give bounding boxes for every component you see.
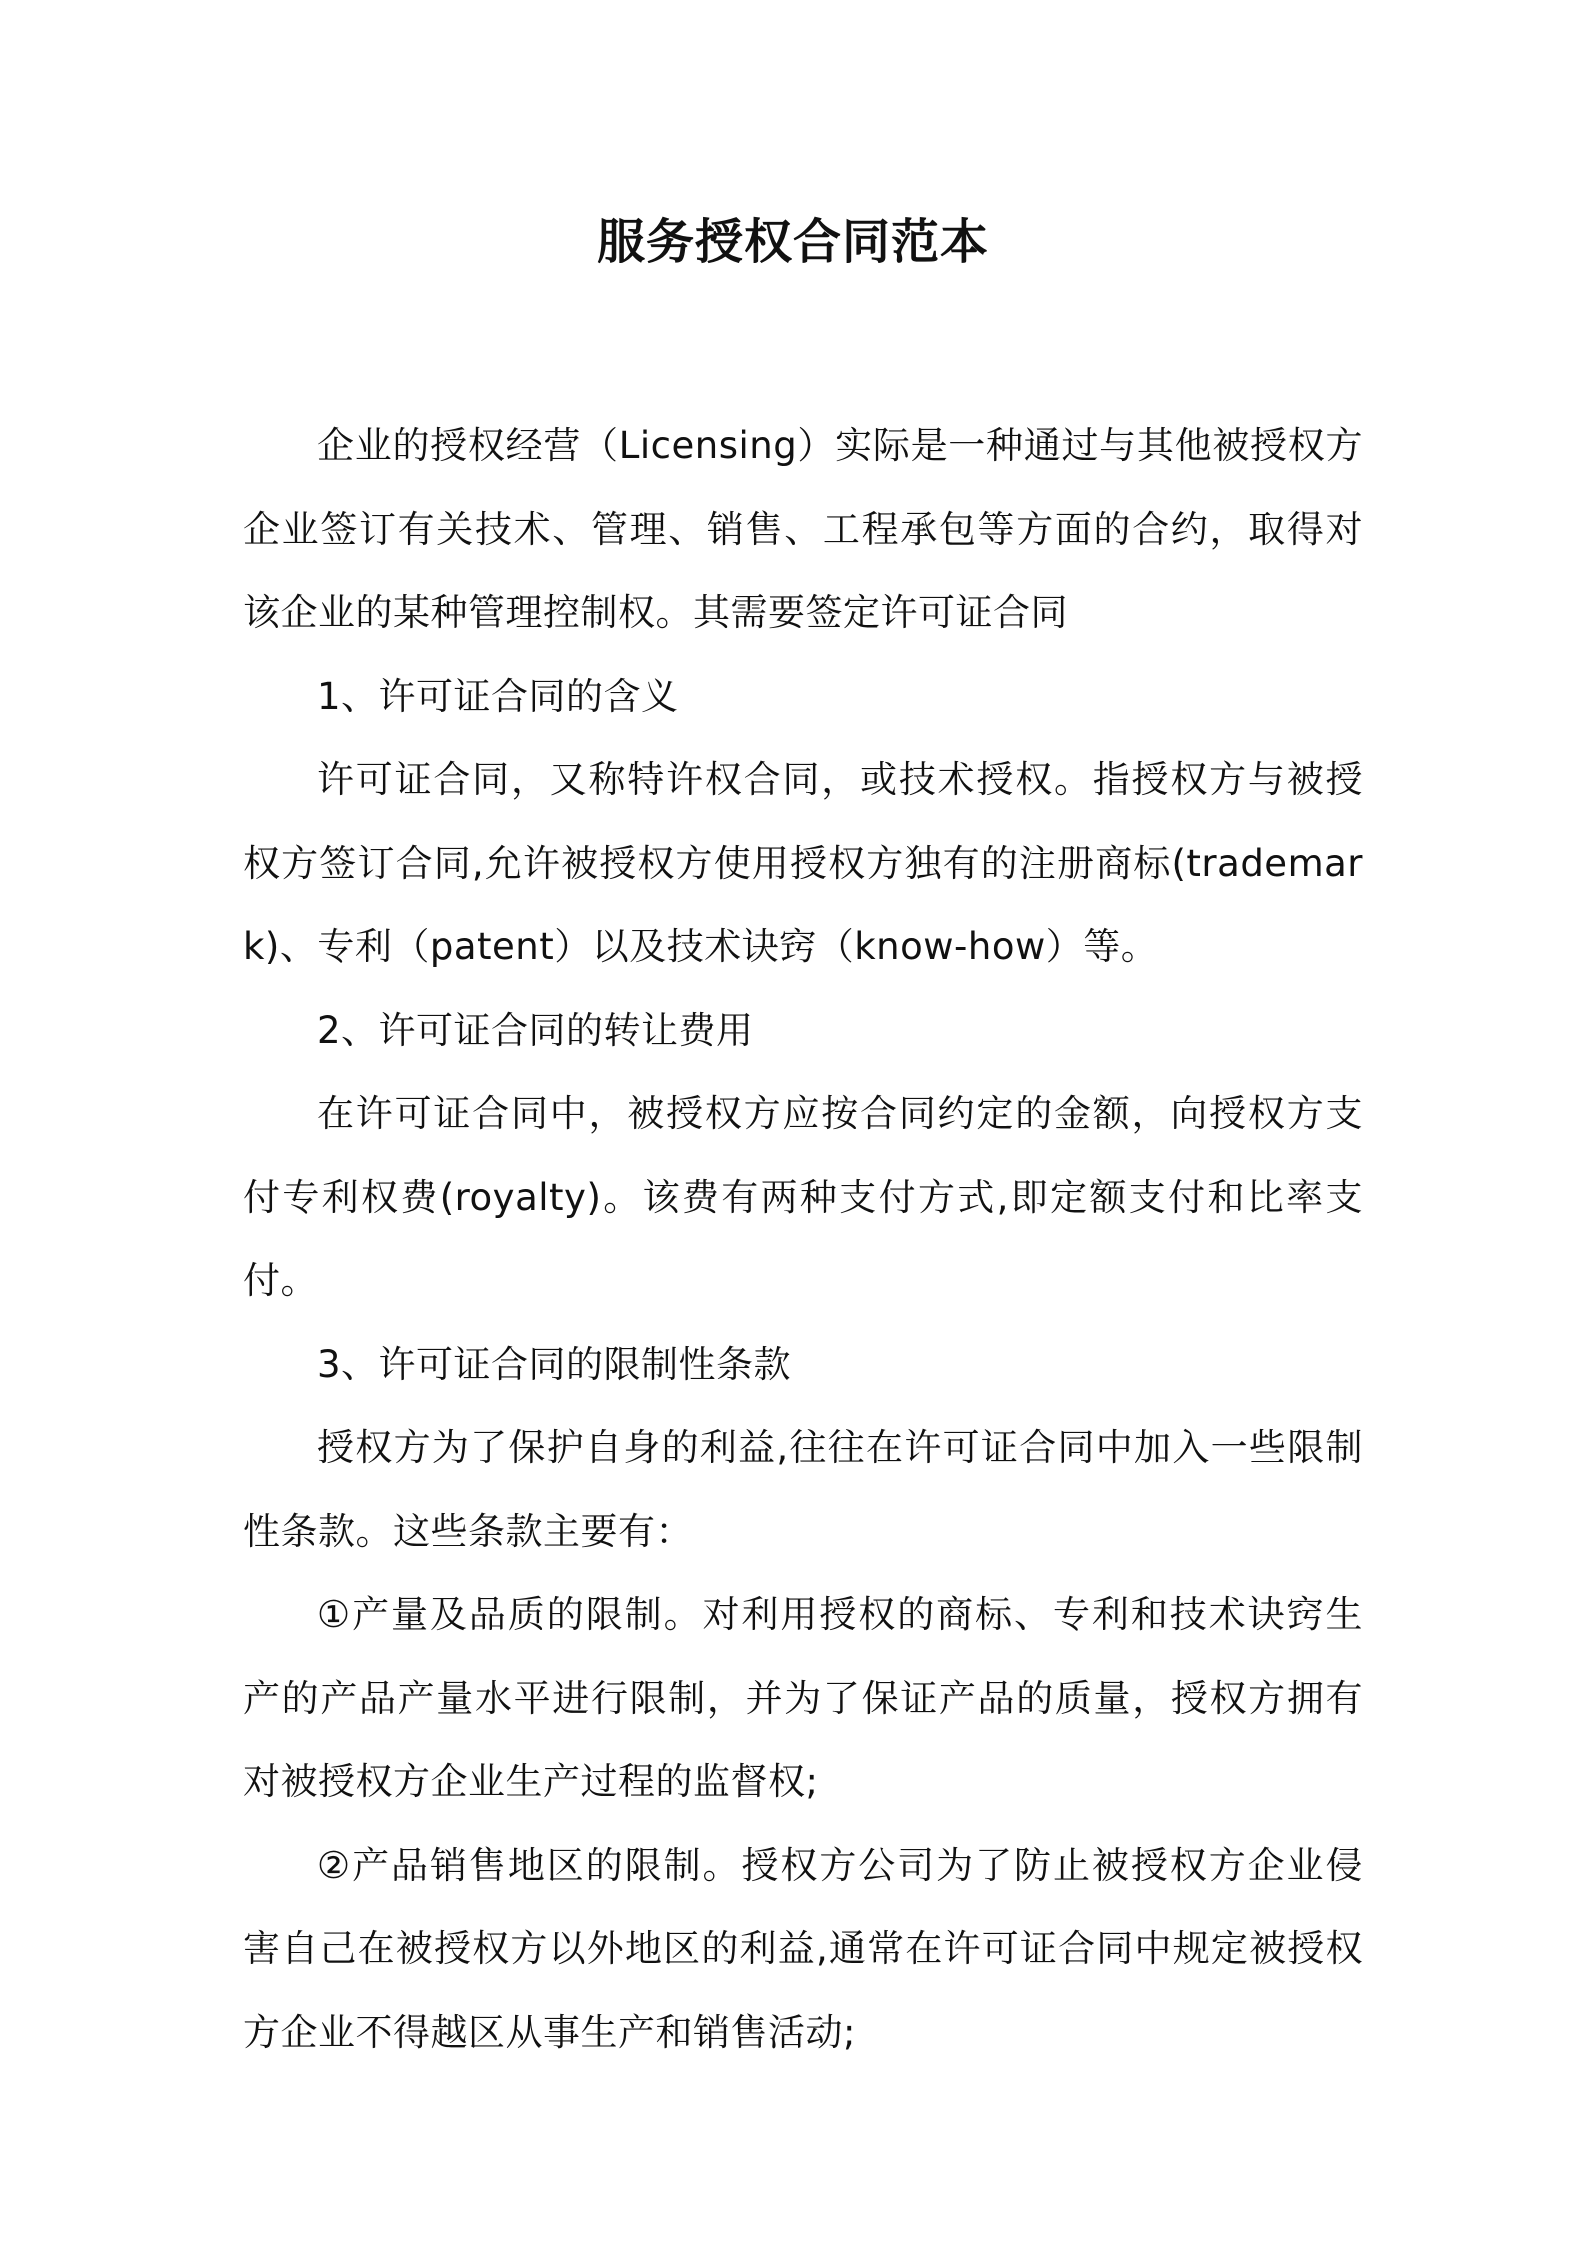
document-body bbox=[243, 404, 1363, 2074]
section-paragraph-1: 许可证合同，又称特许权合同，或技术授权。指授权方与被授权方签订合同,允许被授权方使用授权方独有的注册商标(trademark)、专利（patent）以及技术诀窍（know-how）等。 bbox=[243, 758, 1363, 968]
section-paragraph-2: 在许可证合同中，被授权方应按合同约定的金额，向授权方支付专利权费(royalty)。该费有两种支付方式,即定额支付和比率支付。 bbox=[243, 1092, 1363, 1302]
section-paragraph-3: 授权方为了保护自身的利益,往往在许可证合同中加入一些限制性条款。这些条款主要有： bbox=[243, 1426, 1363, 1553]
document-title: 服务授权合同范本 bbox=[596, 214, 989, 270]
restriction-item-2: ②产品销售地区的限制。授权方公司为了防止被授权方企业侵害自己在被授权方以外地区的利益,通常在许可证合同中规定被授权方企业不得越区从事生产和销售活动; bbox=[243, 1843, 1363, 2054]
section-heading-1: 1、许可证合同的含义 bbox=[317, 674, 679, 718]
section-heading-3: 3、许可证合同的限制性条款 bbox=[317, 1342, 792, 1386]
section-heading-2: 2、许可证合同的转让费用 bbox=[317, 1008, 754, 1052]
intro-paragraph: 企业的授权经营（Licensing）实际是一种通过与其他被授权方企业签订有关技术、管理、销售、工程承包等方面的合约，取得对该企业的某种管理控制权。其需要签定许可证合同 bbox=[243, 424, 1363, 634]
restriction-item-1: ①产量及品质的限制。对利用授权的商标、专利和技术诀窍生产的产品产量水平进行限制，并为了保证产品的质量，授权方拥有对被授权方企业生产过程的监督权; bbox=[243, 1593, 1363, 1803]
